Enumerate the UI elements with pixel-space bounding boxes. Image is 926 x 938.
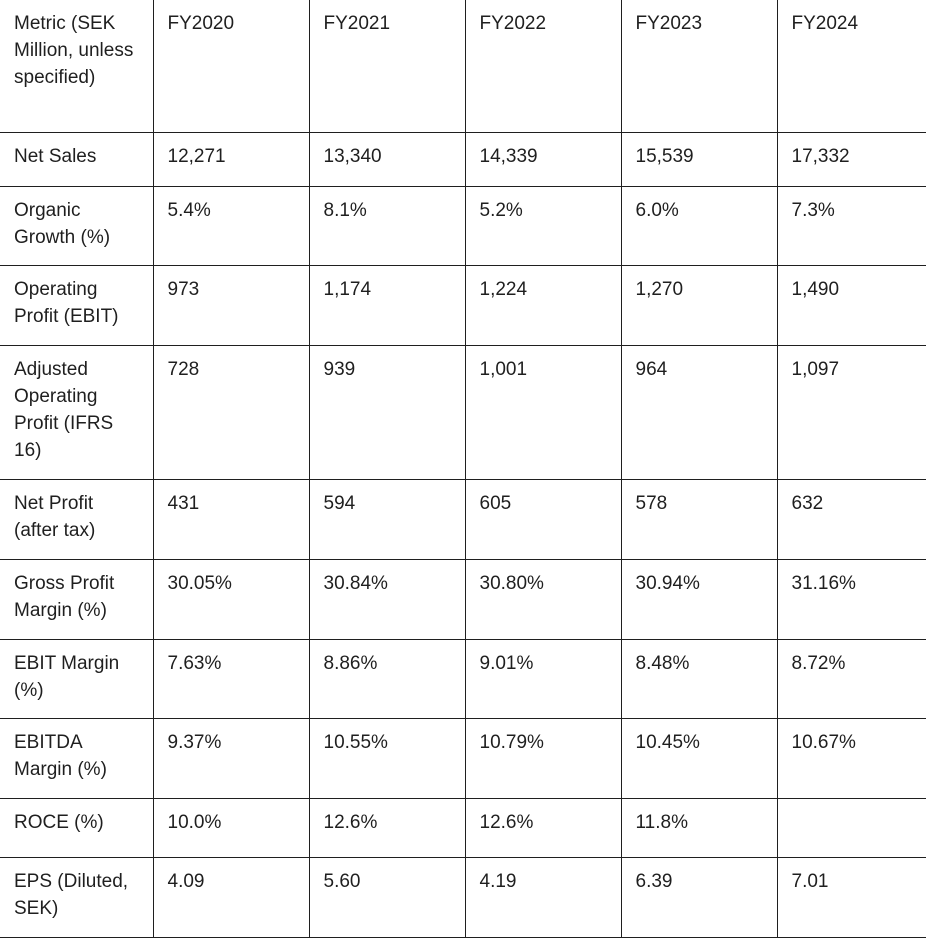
- table-cell: 7.01: [777, 857, 926, 937]
- table-cell: 964: [621, 345, 777, 479]
- table-cell: 8.1%: [309, 186, 465, 265]
- table-cell: 8.72%: [777, 639, 926, 718]
- table-row: [0, 132, 926, 186]
- table-cell: 728: [153, 345, 309, 479]
- table-cell: 12.6%: [309, 798, 465, 857]
- table-cell: 14,339: [465, 132, 621, 186]
- table-cell: 30.94%: [621, 559, 777, 639]
- row-label: Organic Growth (%): [0, 186, 153, 265]
- row-label: EBITDA Margin (%): [0, 718, 153, 798]
- table-cell: 8.48%: [621, 639, 777, 718]
- table-cell: 973: [153, 265, 309, 345]
- table-cell: 9.01%: [465, 639, 621, 718]
- header-fy2020: FY2020: [153, 0, 309, 132]
- row-label: Adjusted Operating Profit (IFRS 16): [0, 345, 153, 479]
- table-cell: 10.0%: [153, 798, 309, 857]
- table-cell: 939: [309, 345, 465, 479]
- table-row: [0, 639, 926, 718]
- table-cell: 7.63%: [153, 639, 309, 718]
- row-label: Net Profit (after tax): [0, 479, 153, 559]
- table-cell: 8.86%: [309, 639, 465, 718]
- table-cell: [777, 798, 926, 857]
- table-row: [0, 265, 926, 345]
- table-cell: 1,224: [465, 265, 621, 345]
- table-cell: 10.79%: [465, 718, 621, 798]
- table-cell: 12.6%: [465, 798, 621, 857]
- table-row: [0, 798, 926, 857]
- table-cell: 578: [621, 479, 777, 559]
- table-cell: 4.19: [465, 857, 621, 937]
- table-cell: 10.67%: [777, 718, 926, 798]
- header-fy2022: FY2022: [465, 0, 621, 132]
- header-row: [0, 0, 926, 132]
- table-cell: 15,539: [621, 132, 777, 186]
- table-row: [0, 186, 926, 265]
- table-cell: 431: [153, 479, 309, 559]
- table-cell: 13,340: [309, 132, 465, 186]
- table-cell: 9.37%: [153, 718, 309, 798]
- table-cell: 6.0%: [621, 186, 777, 265]
- table-cell: 4.09: [153, 857, 309, 937]
- row-label: EBIT Margin (%): [0, 639, 153, 718]
- header-fy2023: FY2023: [621, 0, 777, 132]
- table-cell: 1,097: [777, 345, 926, 479]
- table-row: [0, 479, 926, 559]
- table-row: [0, 718, 926, 798]
- table-cell: 5.60: [309, 857, 465, 937]
- table-cell: 10.55%: [309, 718, 465, 798]
- table-cell: 30.80%: [465, 559, 621, 639]
- table-cell: 605: [465, 479, 621, 559]
- row-label: EPS (Diluted, SEK): [0, 857, 153, 937]
- row-label: Operating Profit (EBIT): [0, 265, 153, 345]
- table-cell: 30.05%: [153, 559, 309, 639]
- table-cell: 1,001: [465, 345, 621, 479]
- row-label: ROCE (%): [0, 798, 153, 857]
- table-cell: 12,271: [153, 132, 309, 186]
- table-cell: 1,490: [777, 265, 926, 345]
- table-cell: 17,332: [777, 132, 926, 186]
- table-cell: 30.84%: [309, 559, 465, 639]
- row-label: Gross Profit Margin (%): [0, 559, 153, 639]
- table-cell: 5.4%: [153, 186, 309, 265]
- header-metric: Metric (SEK Million, unless specified): [0, 0, 153, 132]
- table-cell: 5.2%: [465, 186, 621, 265]
- table-cell: 7.3%: [777, 186, 926, 265]
- table-row: [0, 345, 926, 479]
- table-cell: 31.16%: [777, 559, 926, 639]
- header-fy2024: FY2024: [777, 0, 926, 132]
- table-row: [0, 559, 926, 639]
- table-cell: 6.39: [621, 857, 777, 937]
- table-cell: 11.8%: [621, 798, 777, 857]
- table-cell: 1,270: [621, 265, 777, 345]
- table-row: [0, 857, 926, 937]
- header-fy2021: FY2021: [309, 0, 465, 132]
- table-cell: 10.45%: [621, 718, 777, 798]
- row-label: Net Sales: [0, 132, 153, 186]
- table-cell: 594: [309, 479, 465, 559]
- table-cell: 632: [777, 479, 926, 559]
- table-cell: 1,174: [309, 265, 465, 345]
